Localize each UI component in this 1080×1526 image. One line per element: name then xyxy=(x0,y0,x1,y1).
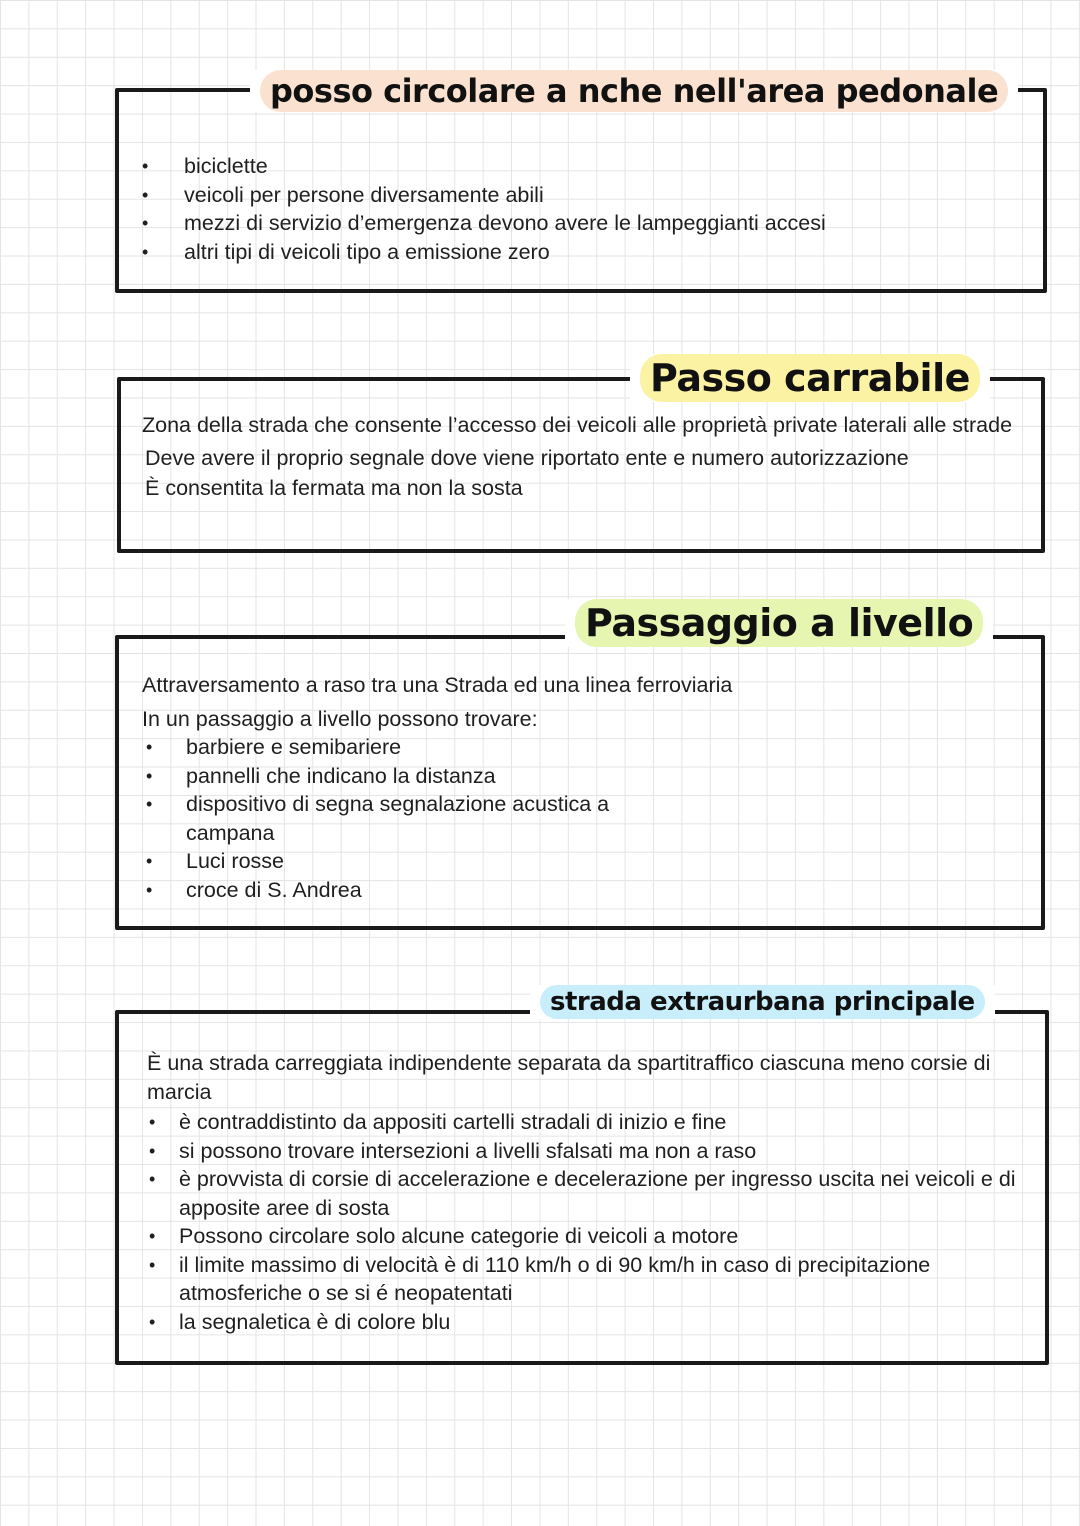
section-main-road-title: strada extraurbana principale xyxy=(540,985,985,1019)
section-driveway-content xyxy=(142,411,1022,503)
level-crossing-lead: In un passaggio a livello possono trovare: xyxy=(142,706,538,731)
section-driveway-title-wrap xyxy=(630,354,990,402)
level-crossing-definition: Attraversamento a raso tra una Strada ed una linea ferroviaria xyxy=(142,673,733,697)
level-crossing-list xyxy=(142,733,702,904)
section-pedestrian-area-content xyxy=(142,152,1022,266)
driveway-stop-note: È consentita la fermata ma non la sosta xyxy=(145,476,523,500)
list-item: • è provvista di corsie di accelerazione e decelerazione per ingresso uscita nei veicoli e di apposite aree di sosta xyxy=(147,1165,1032,1222)
main-road-definition: È una strada carreggiata indipendente separata da spartitraffico ciascuna meno corsie di marcia xyxy=(147,1051,991,1104)
list-item: • il limite massimo di velocità è di 110 km/h o di 90 km/h in caso di precipitazione atmosferiche o se si é neopatentati xyxy=(147,1251,1032,1308)
main-road-list xyxy=(147,1108,1032,1336)
list-item: • croce di S. Andrea xyxy=(142,876,702,905)
section-pedestrian-area-title: posso circolare a nche nell'area pedonale xyxy=(260,70,1008,112)
section-level-crossing-content xyxy=(142,671,1022,904)
pedestrian-vehicle-list xyxy=(142,152,1022,266)
section-driveway-title: Passo carrabile xyxy=(640,354,980,402)
driveway-sign-note: Deve avere il proprio segnale dove viene riportato ente e numero autorizzazione xyxy=(145,445,909,470)
list-item: • mezzi di servizio d’emergenza devono avere le lampeggianti accesi xyxy=(142,209,1022,238)
section-level-crossing-title-wrap xyxy=(565,599,993,647)
list-item: • Possono circolare solo alcune categorie di veicoli a motore xyxy=(147,1222,1032,1251)
list-item: • veicoli per persone diversamente abili xyxy=(142,181,1022,210)
list-item: • la segnaletica è di colore blu xyxy=(147,1308,1032,1337)
list-item: • biciclette xyxy=(142,152,1022,181)
list-item: • barbiere e semibariere xyxy=(142,733,702,762)
list-item: • Luci rosse xyxy=(142,847,702,876)
section-level-crossing-title: Passaggio a livello xyxy=(575,599,983,647)
list-item: • pannelli che indicano la distanza xyxy=(142,762,702,791)
driveway-definition: Zona della strada che consente l’accesso dei veicoli alle proprietà private laterali alle strade xyxy=(142,413,1013,437)
list-item: • si possono trovare intersezioni a livelli sfalsati ma non a raso xyxy=(147,1137,1032,1166)
section-pedestrian-area-title-wrap xyxy=(250,70,1018,112)
list-item: • dispositivo di segna segnalazione acustica a campana xyxy=(142,790,702,847)
list-item: • è contraddistinto da appositi cartelli stradali di inizio e fine xyxy=(147,1108,1032,1137)
list-item: • altri tipi di veicoli tipo a emissione zero xyxy=(142,238,1022,267)
section-main-road-content xyxy=(147,1049,1032,1336)
section-main-road-title-wrap xyxy=(530,985,995,1019)
